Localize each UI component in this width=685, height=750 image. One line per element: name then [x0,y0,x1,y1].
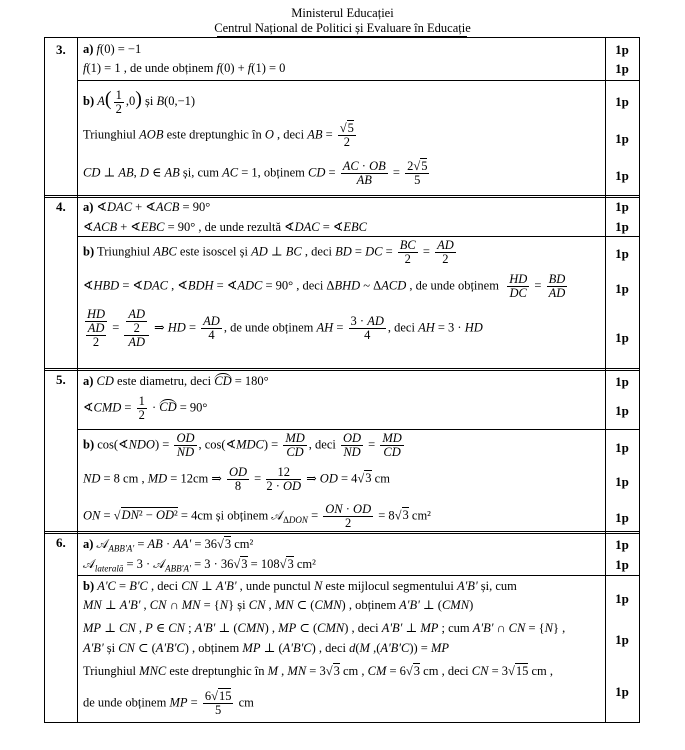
subpoint-separator [77,236,640,237]
points-value: 1p [615,403,629,418]
ministry-title: Ministerul Educației [291,6,394,20]
problem-number: 3. [56,42,66,57]
points-value: 1p [615,42,629,57]
solution-line: a) 𝒜$_{ABB'A'}$ = AB · AA' = 36√3 cm² [83,537,254,554]
points-value: 1p [615,61,629,76]
number-column-divider [77,37,78,723]
solution-line: b) A( $\frac{1}{2}$ ,0) și B(0,−1) [83,87,196,116]
solution-line: ∢CMD = $\frac{1}{2}$ · CD = 90° [83,394,208,422]
problem-separator [44,368,640,369]
points-value: 1p [615,246,629,261]
solution-line: ND = 8 cm , MD = 12cm ⇒ $\frac{OD}{8}$ = $\frac{12}{2 \cdot OD}$ ⇒ OD = 4√3 cm [83,465,390,493]
solution-line: 𝒜$_{laterală}$ = 3 · 𝒜$_{ABB'A'}$ = 3 · 36√3 = 108√3 cm² [83,557,316,574]
problem-separator [44,531,640,532]
problem-number: 6. [56,535,66,550]
points-value: 1p [615,557,629,572]
solution-line: $\frac{HD}{\frac{AD}{2}}$ = $\frac{\frac{AD}{2}}{AD}$ ⇒ HD = $\frac{AD}{4}$ , de unde obținem AH = $\frac{3 \cdot AD}{4}$ , deci AH = 3 · HD [87,307,483,349]
problem-number: 4. [56,199,66,214]
center-title: Centrul Național de Politici și Evaluare în Educație [214,21,471,35]
solution-line: a) CD este diametru, deci CD = 180° [83,374,269,388]
solution-line: a) f(0) = −1 [83,42,142,56]
solution-line: CD ⊥ AB, D ∈ AB și, cum AC = 1, obținem CD = $\frac{AC \cdot OB}{AB}$ = $\frac{2√5}{5}$ [83,159,428,187]
points-value: 1p [615,684,629,699]
points-value: 1p [615,510,629,525]
solution-line: Triunghiul MNC este dreptunghic în M , MN = 3√3 cm , CM = 6√3 cm , deci CN = 3√15 cm , [83,664,554,678]
solution-line: b) Triunghiul ABC este isoscel și AD ⊥ BC , deci BD = DC = $\frac{BC}{2}$ = $\frac{AD}{2}$ [83,238,454,266]
points-value: 1p [615,199,629,214]
solution-line: b) cos(∢NDO) = $\frac{OD}{ND}$ , cos(∢MDC) = $\frac{MD}{CD}$ , deci $\frac{OD}{ND}$ = $\frac{MD}{CD}$ [83,431,402,459]
solution-line: f(1) = 1 , de unde obținem f(0) + f(1) = 0 [83,61,286,75]
solution-line: de unde obținem MP = $\frac{6√15}{5}$ cm [83,689,254,717]
points-value: 1p [615,219,629,234]
points-value: 1p [615,474,629,489]
solution-line: b) A'C = B'C , deci CN ⊥ A'B' , unde punctul N este mijlocul segmentului A'B' și, cum [83,579,517,593]
solution-line: ∢ACB + ∢EBC = 90° , de unde rezultă ∢DAC = ∢EBC [83,220,367,234]
problem-separator [44,533,640,534]
points-value: 1p [615,94,629,109]
points-value: 1p [615,168,629,183]
subpoint-separator [77,429,640,430]
solution-line: MP ⊥ CN , P ∈ CN ; A'B' ⊥ (CMN) , MP ⊂ (CMN) , deci A'B' ⊥ MP ; cum A'B' ∩ CN = {N} , [83,621,566,635]
solution-line: Triunghiul AOB este dreptunghic în O , deci AB = $\frac{√5}{2}$ [83,121,354,149]
points-value: 1p [615,537,629,552]
points-value: 1p [615,281,629,296]
points-value: 1p [615,591,629,606]
subpoint-separator [77,575,640,576]
problem-separator [44,195,640,196]
problem-number: 5. [56,372,66,387]
points-value: 1p [615,330,629,345]
problem-separator [44,370,640,371]
points-value: 1p [615,440,629,455]
solution-line: A'B' și CN ⊂ (A'B'C) , obținem MP ⊥ (A'B'C) , deci d(M ,(A'B'C)) = MP [83,641,450,655]
solution-line: ∢HBD = ∢DAC , ∢BDH = ∢ADC = 90° , deci ΔBHD ~ ΔACD , de unde obținem $\frac{HD}{DC}$ = $\frac{BD}{AD}$ [83,272,566,300]
solution-line: MN ⊥ A'B' , CN ∩ MN = {N} și CN , MN ⊂ (CMN) , obținem A'B' ⊥ (CMN) [83,598,474,612]
solution-line: a) ∢DAC + ∢ACB = 90° [83,200,211,214]
solution-line: ON = √DN² − OD² = 4cm și obținem 𝒜$_{\Delta DON}$ = $\frac{ON \cdot OD}{2}$ = 8√3 cm² [83,502,431,530]
points-value: 1p [615,632,629,647]
points-value: 1p [615,374,629,389]
problem-separator [44,197,640,198]
points-value: 1p [615,131,629,146]
subpoint-separator [77,80,640,81]
